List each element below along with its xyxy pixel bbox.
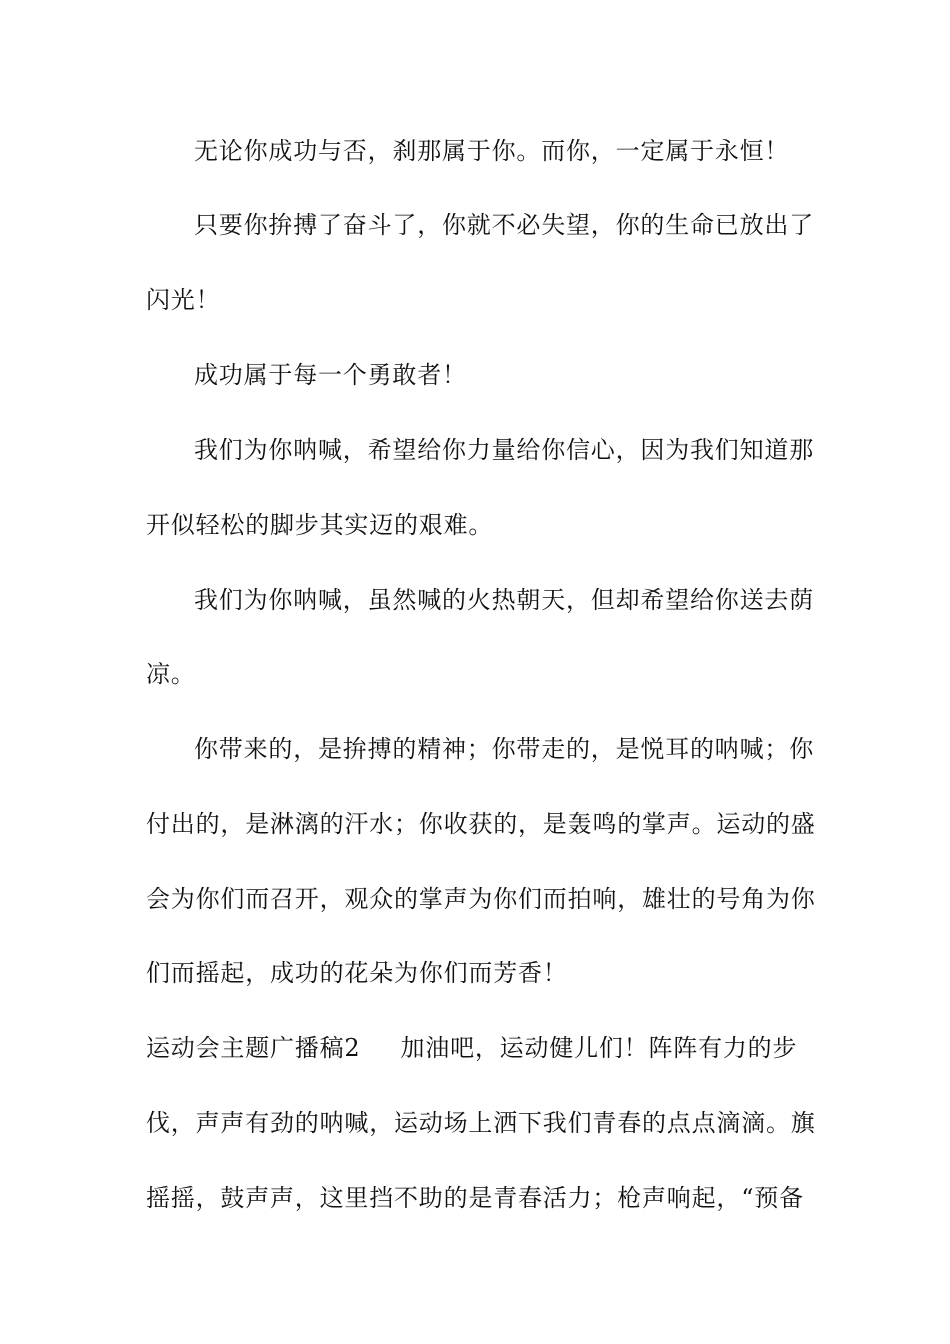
paragraph-line: 我们为你呐喊，虽然喊的火热朝天，但却希望给你送去荫: [194, 586, 814, 614]
paragraph-line: 们而摇起，成功的花朵为你们而芳香！: [146, 959, 568, 987]
paragraph-line: 摇摇，鼓声声，这里挡不助的是青春活力；枪声响起，“预备: [146, 1184, 804, 1212]
section-heading-line: [146, 1028, 806, 1068]
paragraph-line: 成功属于每一个勇敢者！: [194, 361, 467, 389]
paragraph-line: 凉。: [146, 660, 196, 688]
section-heading: 运动会主题广播稿2: [146, 1034, 361, 1062]
paragraph-line: 开似轻松的脚步其实迈的艰难。: [146, 511, 494, 539]
paragraph-line: 付出的，是淋漓的汗水；你收获的，是轰鸣的掌声。运动的盛: [146, 810, 816, 838]
paragraph-line: 只要你拚搏了奋斗了，你就不必失望，你的生命已放出了: [194, 211, 814, 239]
paragraph-line: 加油吧，运动健儿们！阵阵有力的步: [400, 1034, 798, 1062]
paragraph-line: 无论你成功与否，刹那属于你。而你，一定属于永恒！: [194, 137, 790, 165]
paragraph-line: 伐，声声有劲的呐喊，运动场上洒下我们青春的点点滴滴。旗: [146, 1109, 816, 1137]
paragraph-line: 闪光！: [146, 286, 221, 314]
paragraph-line: 会为你们而召开，观众的掌声为你们而拍响，雄壮的号角为你: [146, 885, 816, 913]
paragraph-line: 你带来的，是拚搏的精神；你带走的，是悦耳的呐喊；你: [194, 735, 814, 763]
paragraph-line: 我们为你呐喊，希望给你力量给你信心，因为我们知道那: [194, 436, 814, 464]
